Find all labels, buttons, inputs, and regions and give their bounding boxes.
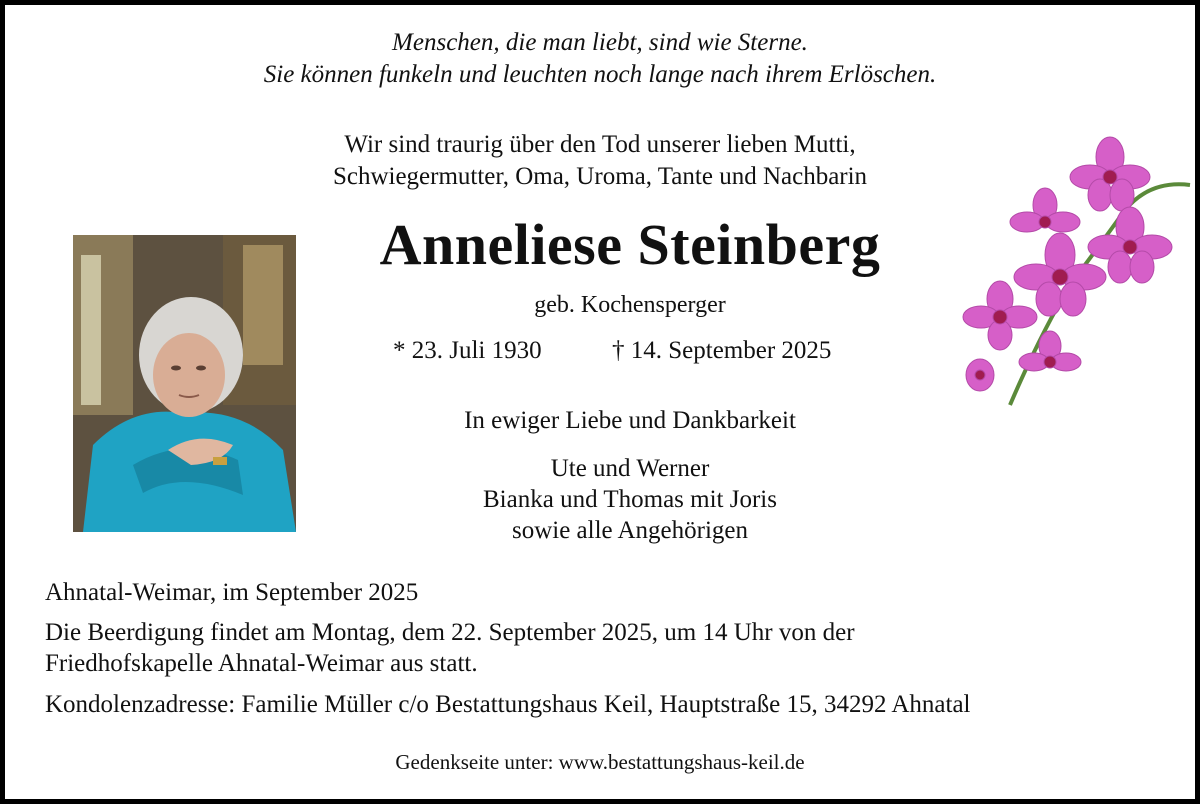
mourner-line-2: Bianka und Thomas mit Joris [483, 486, 777, 513]
mourners-list [35, 453, 1200, 546]
funeral-line-2: Friedhofskapelle Ahnatal-Weimar aus statt. [45, 650, 478, 677]
deceased-name: Anneliese Steinberg [379, 212, 881, 277]
intro-line-2: Schwiegermutter, Oma, Uroma, Tante und Nachbarin [332, 163, 868, 190]
orchid-icon [950, 135, 1200, 420]
birth-name: geb. Kochensperger [534, 292, 726, 318]
death-date: † 14. September 2025 [612, 337, 832, 364]
intro-line-1: Wir sind traurig über den Tod unserer lieben Mutti, [344, 131, 856, 158]
condolence-address: Kondolenzadresse: Familie Müller c/o Bestattungshaus Keil, Hauptstraße 15, 34292 Ahnatal [45, 691, 971, 718]
mourner-line-1: Ute und Werner [550, 455, 710, 482]
quote-line-2: Sie können funkeln und leuchten noch lange nach ihrem Erlöschen. [263, 61, 937, 88]
mourner-line-3: sowie alle Angehörigen [511, 517, 749, 544]
birth-date: * 23. Juli 1930 [393, 337, 542, 364]
memorial-website: Gedenkseite unter: www.bestattungshaus-keil.de [395, 750, 805, 774]
quote-line-1: Menschen, die man liebt, sind wie Sterne. [392, 29, 808, 56]
memorial-quote [5, 27, 1195, 91]
funeral-line-1: Die Beerdigung findet am Montag, dem 22. September 2025, um 14 Uhr von der [45, 619, 855, 646]
dedication-text: In ewiger Liebe und Dankbarkeit [464, 407, 796, 434]
funeral-notice [45, 617, 1045, 679]
place-and-date: Ahnatal-Weimar, im September 2025 [45, 579, 419, 606]
